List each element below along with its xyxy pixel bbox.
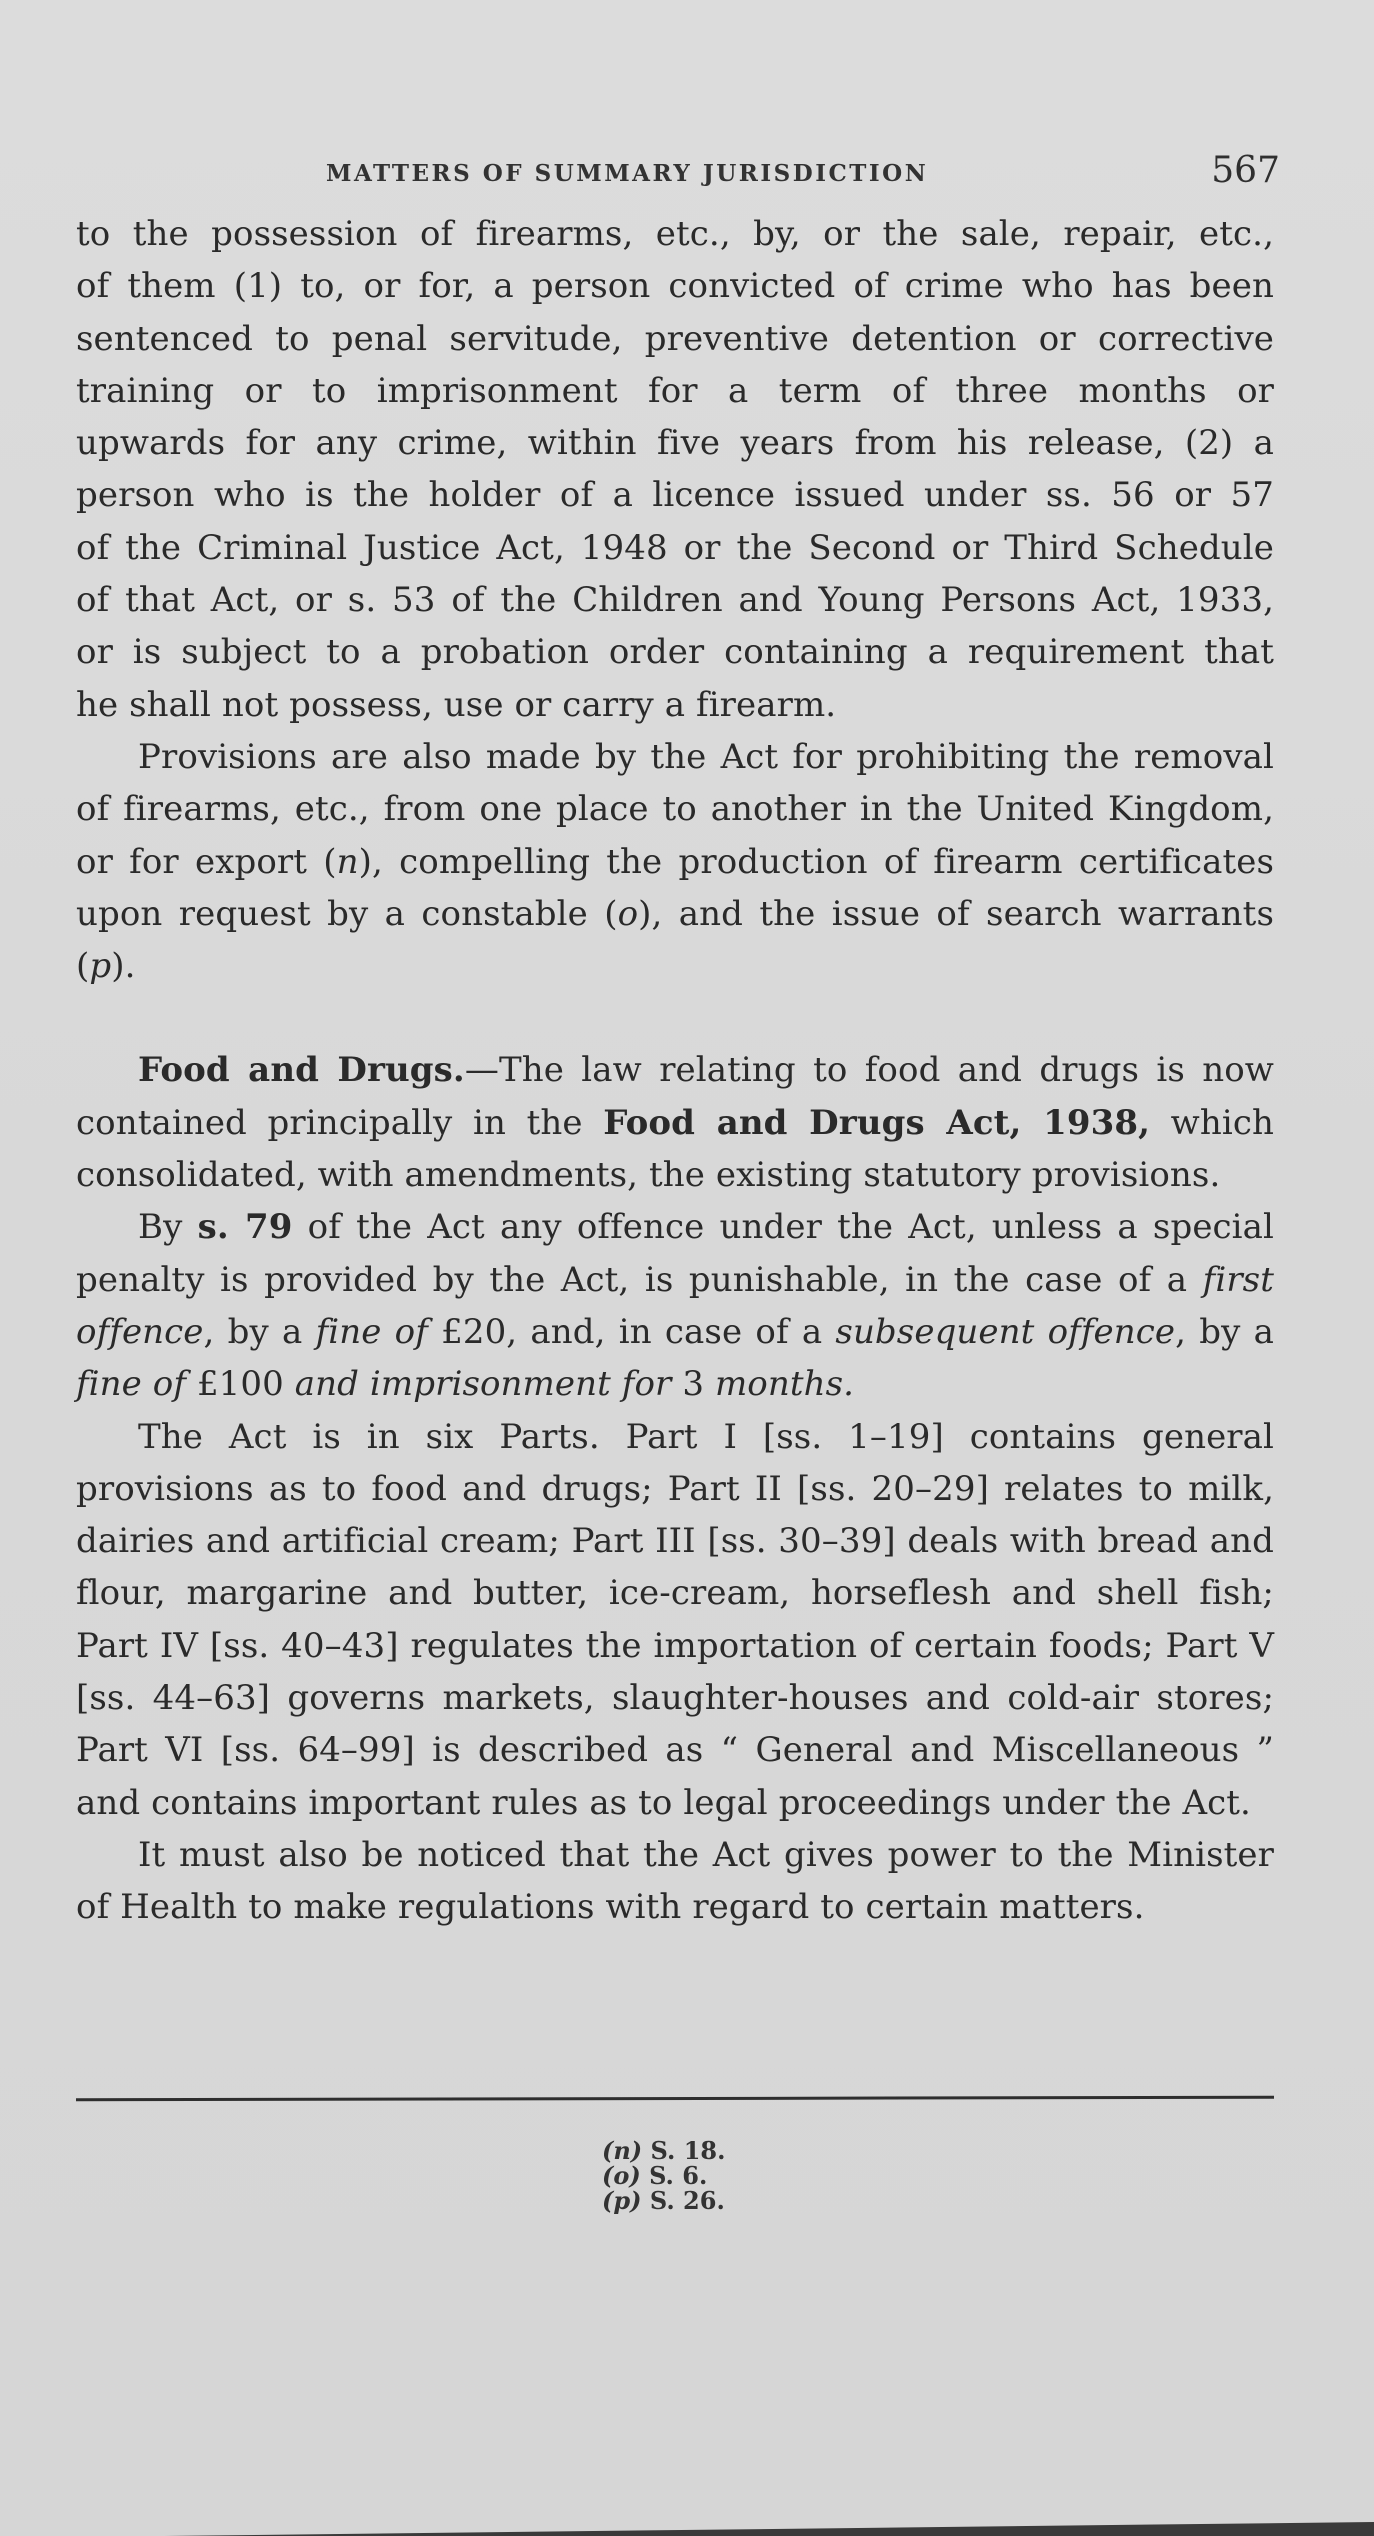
- footnote-mark: (n): [602, 2136, 643, 2165]
- text-run-italic: fine of: [76, 1364, 187, 1405]
- footnote-p: [602, 2188, 725, 2213]
- text-run: £100: [186, 1364, 295, 1405]
- footnotes: [602, 2138, 725, 2213]
- section-ref: s. 79: [197, 1207, 293, 1248]
- text-run: of the Act any offence under the Act, unless a special penalty is provided by the Act, is punishable, in the case of a: [76, 1207, 1274, 1300]
- act-name: Food and Drugs Act, 1938,: [603, 1102, 1151, 1143]
- text-run-italic: fine of: [315, 1311, 428, 1352]
- text-run: which consolidated, with amendments, the existing statutory provisions.: [76, 1102, 1274, 1196]
- section-heading: Food and Drugs.: [138, 1050, 465, 1091]
- text-line: sentenced to penal servitude, preventive detention or corrective: [76, 318, 1274, 359]
- footnote-ref-p[interactable]: p: [89, 946, 112, 987]
- text-run: —The law relating to food and drugs is now contained principally in the: [76, 1050, 1274, 1143]
- paragraph-provisions: [76, 731, 1274, 992]
- footnote-text: S. 18.: [642, 2136, 726, 2165]
- text-line: person who is the holder of a licence issued under ss. 56 or 57: [76, 475, 1274, 516]
- text-run-italic: months.: [714, 1364, 855, 1405]
- page-bottom-edge: [0, 2522, 1374, 2536]
- text-run-italic: and imprisonment for: [294, 1364, 672, 1405]
- footnote-text: S. 26.: [641, 2186, 725, 2215]
- text-run: ), compelling the production of firearm certificates upon request by a constable (: [76, 841, 1274, 934]
- page-number: 567: [1211, 150, 1280, 191]
- footnote-mark: (p): [602, 2186, 642, 2215]
- text-line: upwards for any crime, within five years from his release, (2) a: [76, 423, 1274, 464]
- paragraph-food-and-drugs: [76, 1044, 1274, 1201]
- text-line: of the Criminal Justice Act, 1948 or the Second or Third Schedule: [76, 527, 1274, 568]
- text-run: , by a: [203, 1311, 316, 1352]
- paragraph-penalties: [76, 1201, 1274, 1410]
- footnote-o: [602, 2163, 725, 2188]
- running-head: [326, 150, 1286, 200]
- footnote-n: [602, 2138, 725, 2163]
- text-run: £20, and, in case of a: [427, 1311, 836, 1352]
- text-run: ), and the issue of search warrants (: [76, 893, 1274, 987]
- text-run: Provisions are also made by the Act for prohibiting the removal of firearms, etc., from one place to another in the United Kingdom, or for export (: [76, 736, 1274, 882]
- paragraph-firearms-continued: [76, 208, 1274, 731]
- body-text: [76, 208, 1274, 1934]
- text-run: 3: [671, 1364, 715, 1405]
- text-run: ).: [111, 946, 136, 987]
- paragraph-six-parts: The Act is in six Parts. Part I [ss. 1–19] contains general provisions as to food and drugs; Part II [ss. 20–29] relates to milk, dairies and artificial cream; Part III [ss. 30–39] deals with bread and flour, margarine and butter, ice-cream, horseflesh and shell fish; Part IV [ss. 40–43] regulates the importation of certain foods; Part V [ss. 44–63] governs markets, slaughter-houses and cold-air stores; Part VI [ss. 64–99] is described as “ General and Miscellaneous ” and contains important rules as to legal proceedings under the Act.: [76, 1416, 1274, 1823]
- text-line: of that Act, or s. 53 of the Children and Young Persons Act, 1933,: [76, 580, 1274, 621]
- paragraph-minister-of-health: It must also be noticed that the Act gives power to the Minister of Health to make regulations with regard to certain matters.: [76, 1834, 1274, 1928]
- text-run: By: [138, 1207, 198, 1248]
- footnote-mark: (o): [602, 2161, 641, 2190]
- text-run: , by a: [1175, 1311, 1274, 1352]
- text-line: of them (1) to, or for, a person convicted of crime who has been: [76, 266, 1274, 307]
- text-line: or is subject to a probation order containing a requirement that: [76, 632, 1274, 673]
- text-line: training or to imprisonment for a term of three months or: [76, 370, 1274, 411]
- text-run-italic: first offence: [76, 1259, 1274, 1352]
- footnote-ref-o[interactable]: o: [617, 893, 639, 934]
- section-gap: [76, 992, 1274, 1044]
- footnote-ref-n[interactable]: n: [336, 841, 359, 882]
- running-title: MATTERS OF SUMMARY JURISDICTION: [326, 160, 929, 187]
- text-line: he shall not possess, use or carry a firearm.: [76, 684, 837, 725]
- text-run-italic: subsequent offence: [835, 1311, 1176, 1352]
- footnote-rule: [76, 2096, 1274, 2102]
- text-line: to the possession of firearms, etc., by, or the sale, repair, etc.,: [76, 214, 1274, 254]
- footnote-text: S. 6.: [640, 2161, 708, 2190]
